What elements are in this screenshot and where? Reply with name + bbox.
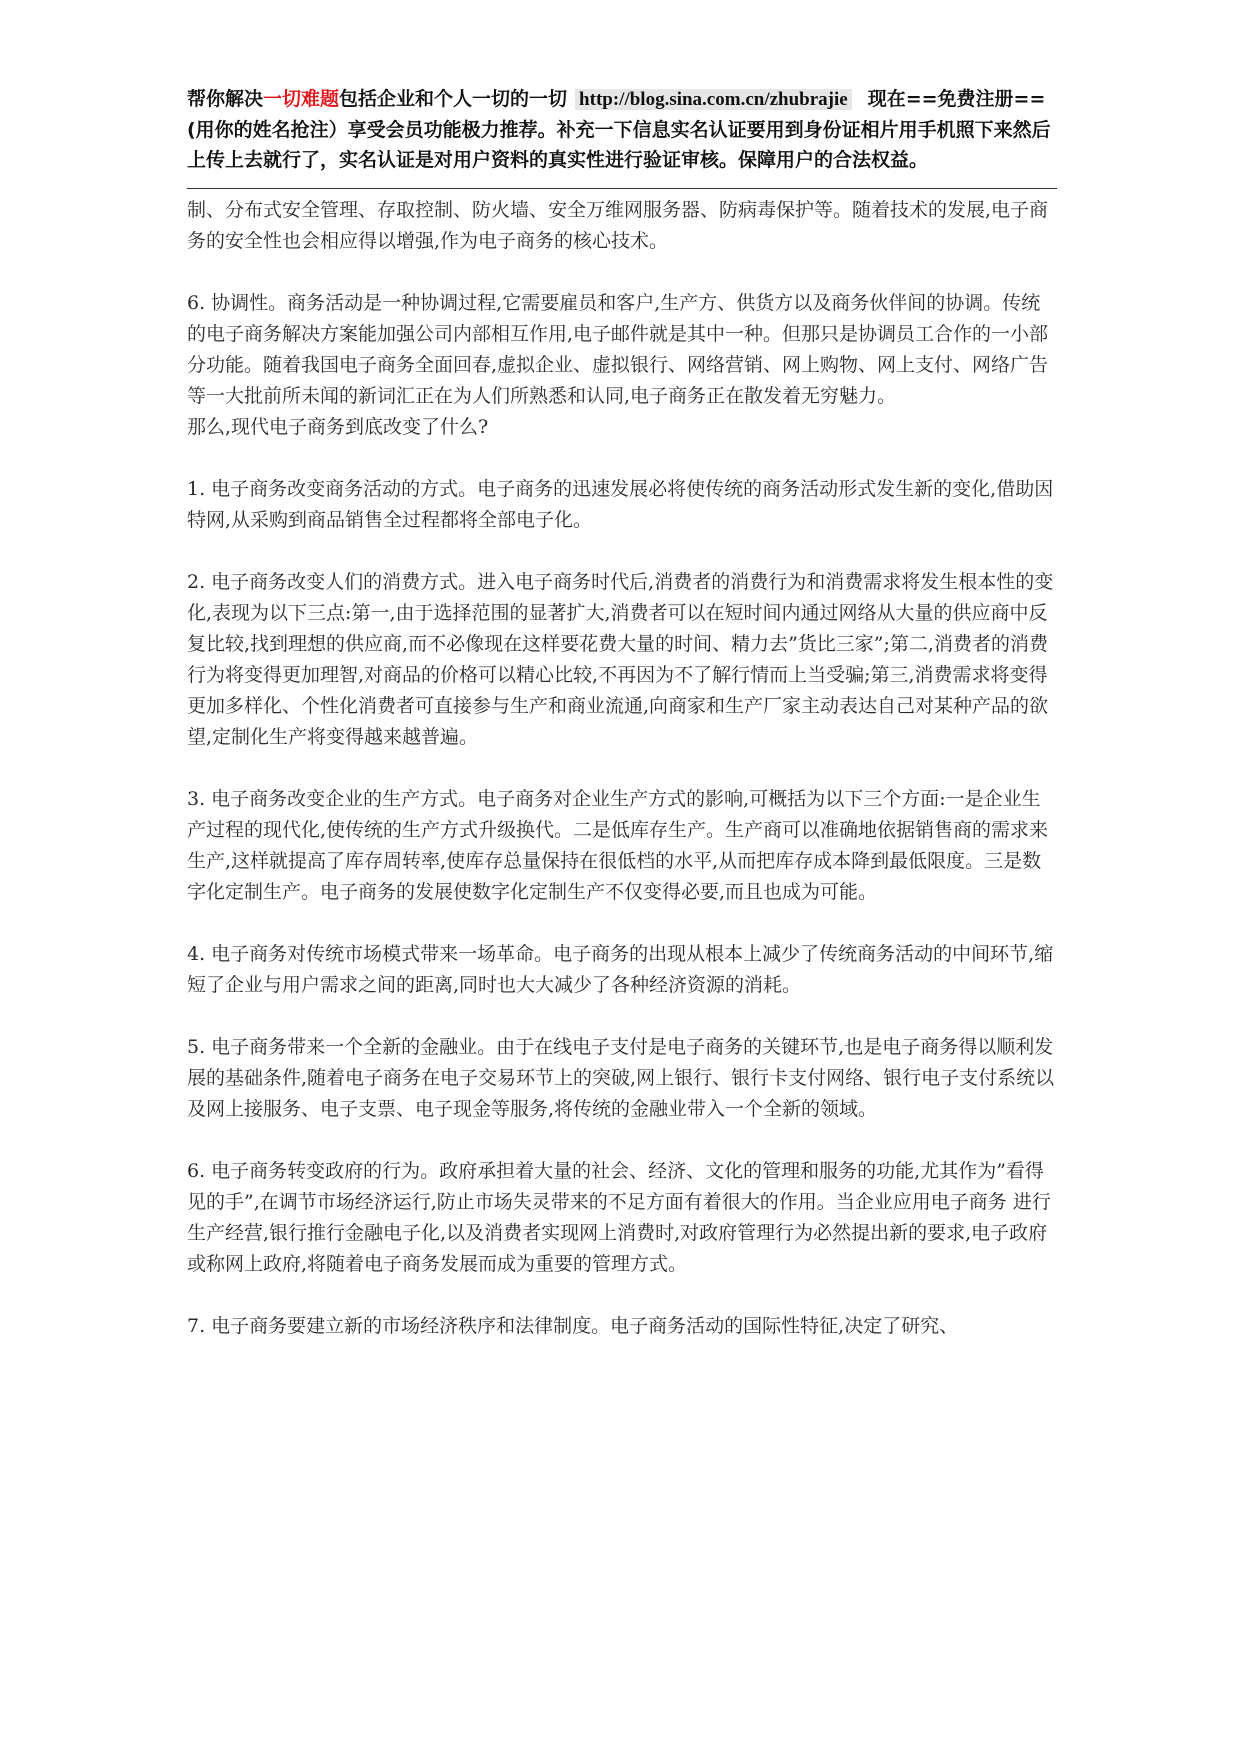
paragraph-market-order: 7. 电子商务要建立新的市场经济秩序和法律制度。电子商务活动的国际性特征,决定了研究、 bbox=[187, 1315, 959, 1337]
document-page bbox=[187, 84, 1057, 1342]
promo-text-tail: 现在==免费注册==(用你的姓名抢注）享受会员功能极力推荐。补充一下信息实名认证要用到身份证相片用手机照下来然后上传上去就行了，实名认证是对用户资料的真实性进行验证审核。保障用户的合法权益。 bbox=[187, 88, 1051, 171]
paragraph-market-revolution: 4. 电子商务对传统市场模式带来一场革命。电子商务的出现从根本上减少了传统商务活动的中间环节,缩短了企业与用户需求之间的距离,同时也大大减少了各种经济资源的消耗。 bbox=[187, 943, 1054, 996]
paragraph-question: 那么,现代电子商务到底改变了什么? bbox=[187, 416, 489, 438]
paragraph-coordination: 6. 协调性。商务活动是一种协调过程,它需要雇员和客户,生产方、供货方以及商务伙伴间的协调。传统的电子商务解决方案能加强公司内部相互作用,电子邮件就是其中一种。但那只是协调员工合作的一小部分功能。随着我国电子商务全面回春,虚拟企业、虚拟银行、网络营销、网上购物、网上支付、网络广告等一大批前所未闻的新词汇正在为人们所熟悉和认同,电子商务正在散发着无穷魅力。 bbox=[187, 292, 1049, 407]
paragraph-government: 6. 电子商务转变政府的行为。政府承担着大量的社会、经济、文化的管理和服务的功能,尤其作为”看得见的手”,在调节市场经济运行,防止市场失灵带来的不足方面有着很大的作用。当企业应用电子商务 进行生产经营,银行推行金融电子化,以及消费者实现网上消费时,对政府管理行为必然提出新的要求,电子政府或称网上政府,将随着电子商务发展而成为重要的管理方式。 bbox=[187, 1160, 1051, 1275]
paragraph-finance: 5. 电子商务带来一个全新的金融业。由于在线电子支付是电子商务的关键环节,也是电子商务得以顺利发展的基础条件,随着电子商务在电子交易环节上的突破,网上银行、银行卡支付网络、银行电子支付系统以及网上接服务、电子支票、电子现金等服务,将传统的金融业带入一个全新的领域。 bbox=[187, 1036, 1055, 1120]
promo-header bbox=[187, 84, 1057, 175]
paragraph-change-production: 3. 电子商务改变企业的生产方式。电子商务对企业生产方式的影响,可概括为以下三个方面:一是企业生产过程的现代化,使传统的生产方式升级换代。二是低库存生产。生产商可以准确地依据销售商的需求来生产,这样就提高了库存周转率,使库存总量保持在很低档的水平,从而把库存成本降到最低限度。三是数字化定制生产。电子商务的发展使数字化定制生产不仅变得必要,而且也成为可能。 bbox=[187, 788, 1049, 903]
promo-highlight: 一切难题 bbox=[263, 88, 340, 110]
paragraph-change-business: 1. 电子商务改变商务活动的方式。电子商务的迅速发展必将使传统的商务活动形式发生新的变化,借助因特网,从采购到商品销售全过程都将全部电子化。 bbox=[187, 478, 1054, 531]
paragraph-security-tech: 制、分布式安全管理、存取控制、防火墙、安全万维网服务器、防病毒保护等。随着技术的发展,电子商务的安全性也会相应得以增强,作为电子商务的核心技术。 bbox=[187, 199, 1049, 252]
promo-text-lead: 帮你解决 bbox=[187, 88, 264, 110]
paragraph-change-consumption: 2. 电子商务改变人们的消费方式。进入电子商务时代后,消费者的消费行为和消费需求将发生根本性的变化,表现为以下三点:第一,由于选择范围的显著扩大,消费者可以在短时间内通过网络从大量的供应商中反复比较,找到理想的供应商,而不必像现在这样要花费大量的时间、精力去”货比三家”;第二,消费者的消费行为将变得更加理智,对商品的价格可以精心比较,不再因为不了解行情而上当受骗;第三,消费需求将变得更加多样化、个性化消费者可直接参与生产和商业流通,向商家和生产厂家主动表达自己对某种产品的欲望,定制化生产将变得越来越普遍。 bbox=[187, 571, 1054, 748]
header-divider bbox=[187, 188, 1057, 189]
blog-url-link[interactable]: http://blog.sina.com.cn/zhubrajie bbox=[575, 89, 852, 110]
promo-text-middle: 包括企业和个人一切的一切 bbox=[339, 88, 568, 110]
article-body bbox=[187, 195, 1057, 1342]
